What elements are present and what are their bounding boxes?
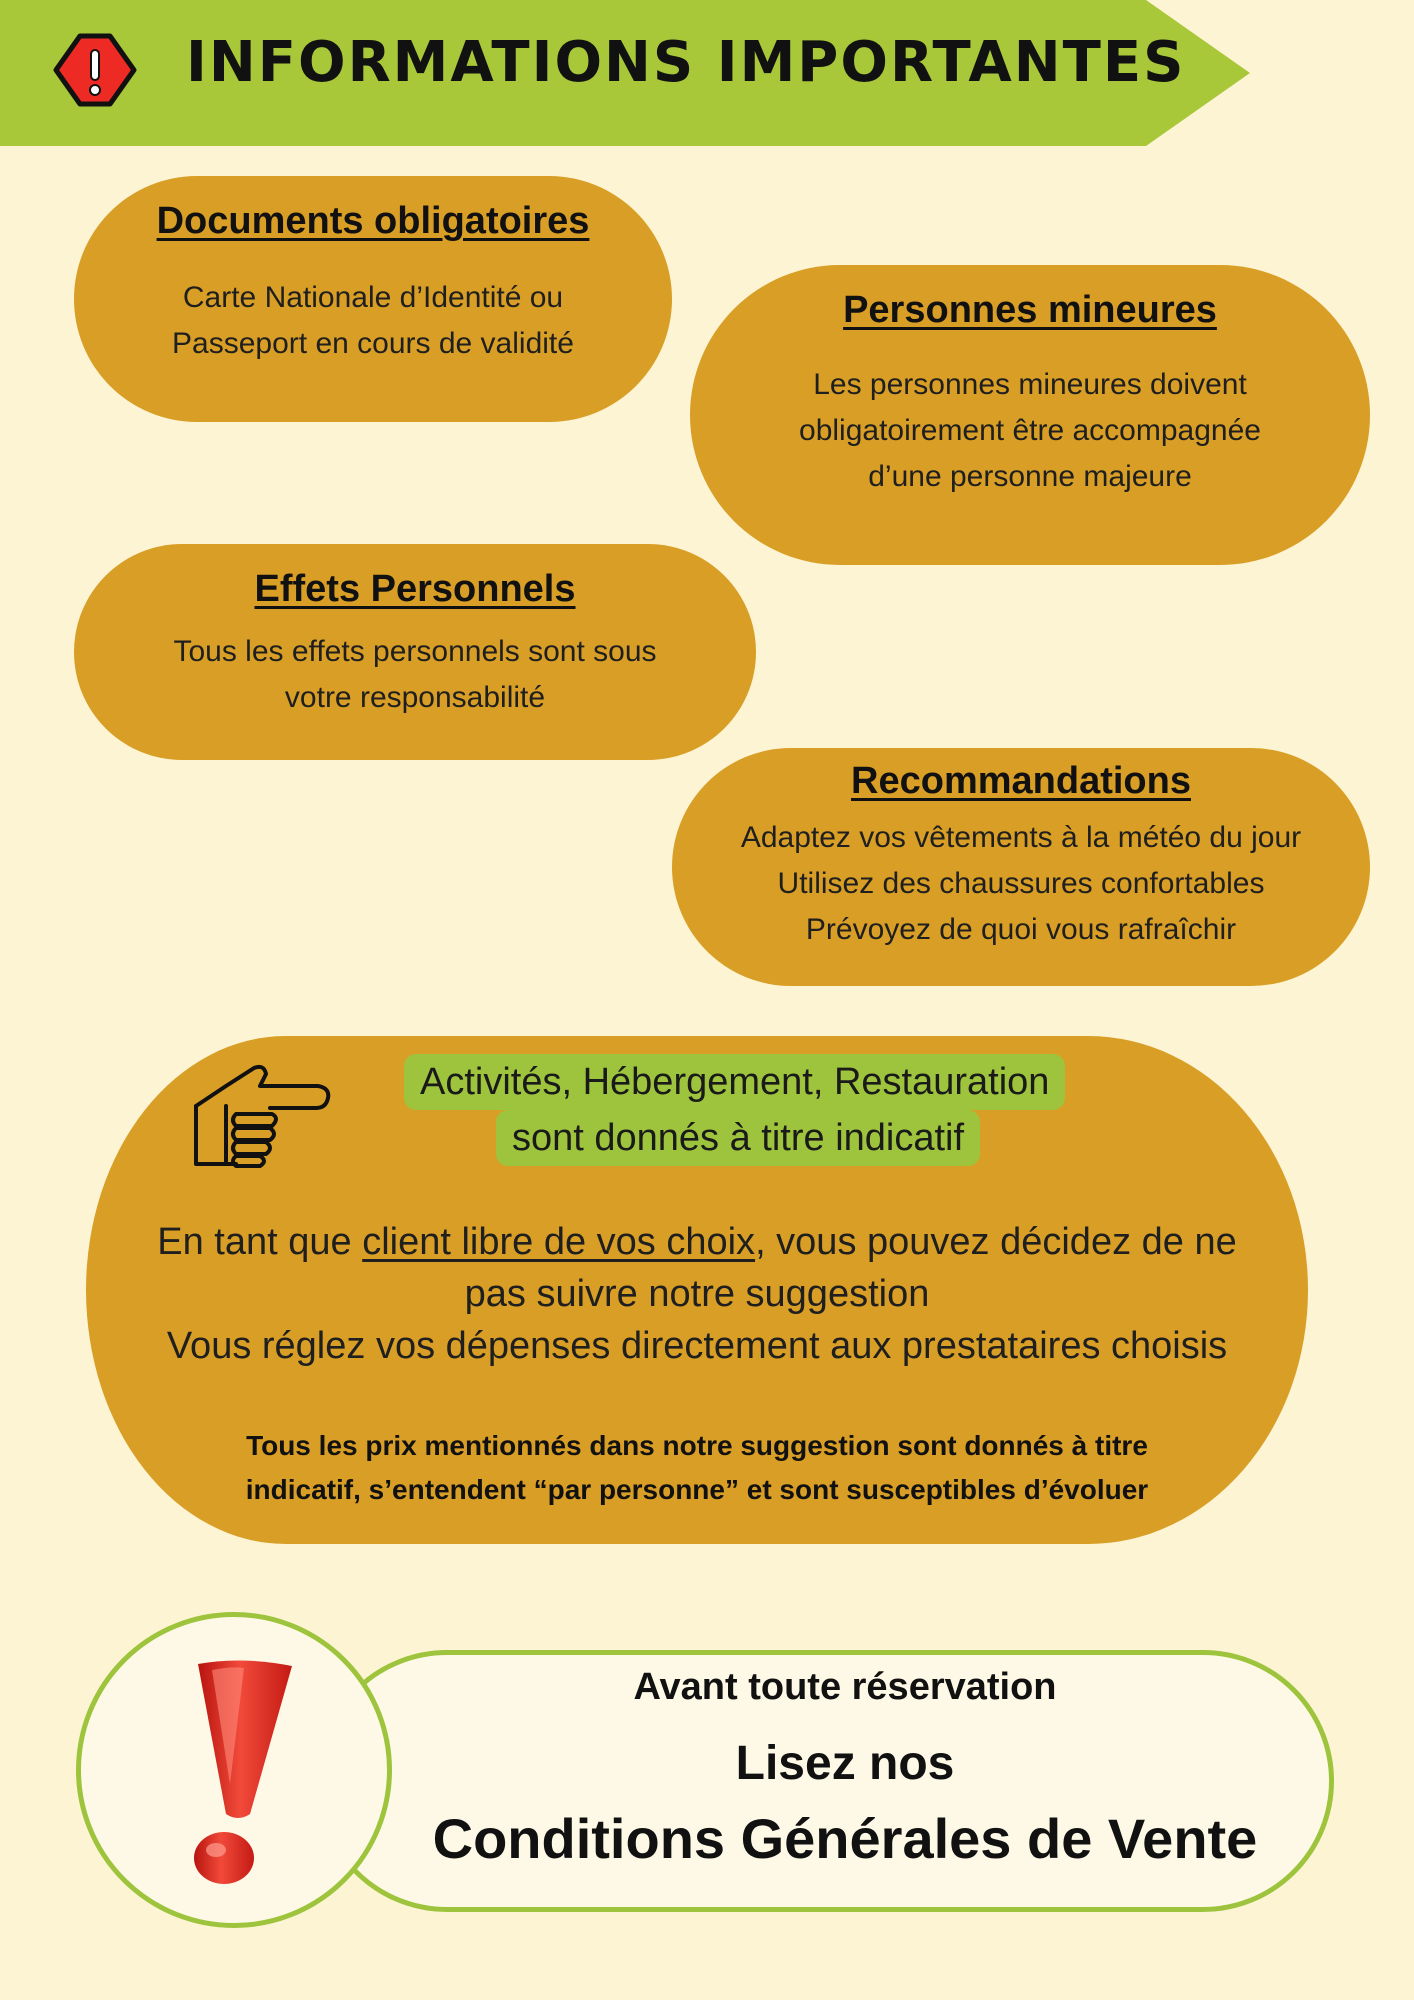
documents-title: Documents obligatoires (156, 200, 590, 242)
effets-title: Effets Personnels (254, 568, 576, 610)
main-text-fragment: , vous pouvez décidez de ne (755, 1221, 1237, 1263)
recommandations-title: Recommandations (851, 760, 1191, 802)
highlight-line: sont donnés à titre indicatif (496, 1110, 980, 1166)
main-paragraph (86, 1216, 1308, 1372)
documents-section (74, 176, 672, 422)
note-line: indicatif, s’entendent “par personne” et sont susceptibles d’évoluer (245, 1474, 1149, 1505)
effets-line: Tous les effets personnels sont sous (173, 635, 657, 668)
note-line: Tous les prix mentionnés dans notre suggestion sont donnés à titre (246, 1430, 1148, 1461)
minors-line: Les personnes mineures doivent (813, 368, 1247, 401)
documents-line: Carte Nationale d’Identité ou (182, 281, 564, 314)
recommandations-line: Prévoyez de quoi vous rafraîchir (805, 913, 1237, 946)
main-line: Vous réglez vos dépenses directement aux prestataires choisis (166, 1325, 1228, 1367)
effets-section (74, 544, 756, 760)
exclamation-icon (172, 1654, 312, 1890)
effets-line: votre responsabilité (284, 681, 546, 714)
pointing-hand-icon (186, 1056, 336, 1176)
main-line (86, 1216, 1308, 1268)
documents-line: Passeport en cours de validité (172, 327, 574, 360)
minors-section (690, 265, 1370, 565)
cgv-heading-line1: Lisez nos (735, 1737, 955, 1790)
minors-line: d’une personne majeure (868, 460, 1192, 493)
main-text-fragment: En tant que (157, 1221, 363, 1263)
header-banner (0, 0, 1414, 146)
recommandations-line: Utilisez des chaussures confortables (777, 867, 1265, 900)
cgv-heading-line2[interactable]: Conditions Générales de Vente (432, 1807, 1258, 1870)
page-title: INFORMATIONS IMPORTANTES (186, 30, 1186, 95)
client-choice-text: client libre de vos choix (362, 1221, 756, 1263)
main-notice (86, 1036, 1308, 1544)
recommandations-line: Adaptez vos vêtements à la météo du jour (740, 821, 1302, 854)
minors-line: obligatoirement être accompagnée (799, 414, 1261, 447)
price-note (86, 1424, 1308, 1512)
warning-icon (50, 30, 140, 110)
minors-title: Personnes mineures (843, 289, 1217, 331)
cgv-subtitle: Avant toute réservation (633, 1666, 1057, 1708)
main-line: pas suivre notre suggestion (464, 1273, 930, 1315)
recommandations-section (672, 748, 1370, 986)
highlight-line: Activités, Hébergement, Restauration (404, 1054, 1065, 1110)
